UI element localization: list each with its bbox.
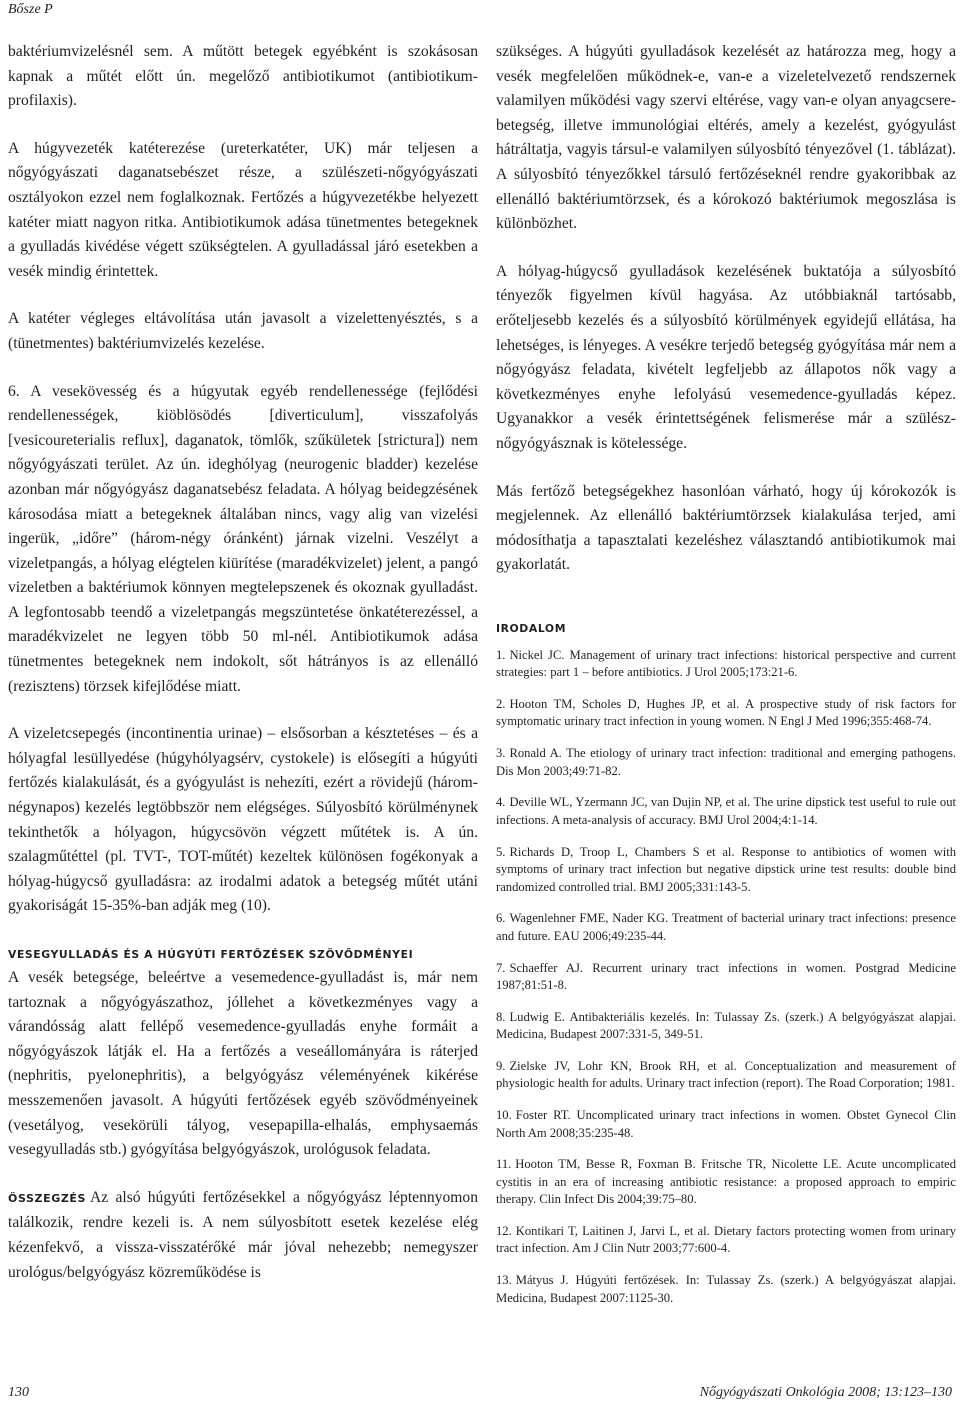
reference-item xyxy=(496,745,956,780)
reference-number: 9. xyxy=(496,1058,506,1073)
reference-item xyxy=(496,960,956,995)
reference-number: 5. xyxy=(496,844,506,859)
right-paragraph-3: Más fertőző betegségekhez hasonlóan várható, hogy új kórokozók is megjelennek. Az ellenálló baktériumtörzsek kialakulása terjed, ami módosíthatja a tapasztalati kezeléshez választandó antibiotikumok mai gyakorlatát. xyxy=(496,482,956,574)
left-paragraph-4: 6. A vesekövesség és a húgyutak egyéb rendellenessége (fejlődési rendellenességek, kiöblösödés [diverticulum], visszafolyás [vesicoureterialis reflux], daganatok, tömlők, szűkületek [strictura]) nem nőgyógyászati terület. Az ún. ideghólyag (neurogenic bladder) kezelése azonban már nőgyógyász daganatsebész feladata. A hólyag beidegzésének károsodása miatt a betegeknek általában nincs, vagy alig van vizelési ingerük, „időre” (három-négy óránként) járnak vizelni. Veszélyt a vizeletpangás, a hólyag elégtelen kiürítése (maradékvizelet) jelent, a pangó vizeletben a baktériumok könnyen megtelepszenek és okoznak gyulladást. A legfontosabb teendő a vizeletpangás megszüntetése önkatéterezéssel, a maradékvizelet ne legyen több 50 ml-nél. Antibiotikumok adása tünetmentes betegeknek nem indokolt, sőt hátrányos is az ellenálló (rezisztens) törzsek kifejlődése miatt. xyxy=(8,382,478,695)
reference-text: Richards D, Troop L, Chambers S et al. Response to antibiotics of women with symptoms of urinary tract infection but negative dipstick urine test results: double bind randomized controlled trial. BMJ 2005;331:143-5. xyxy=(496,844,956,894)
reference-number: 7. xyxy=(496,960,506,975)
left-paragraph-6: A vesék betegsége, beleértve a vesemedence-gyulladást is, már nem tartoznak a nőgyógyászathoz, jóllehet a következményes vagy a várandósság alatt fellépő vesemedence-gyulladás enyhe formáit a nőgyógyászok látják el. Ha a fertőzés a veseállományára is ráterjed (nephritis, pyelonephritis), a belgyógyász véleményének kikérése messzemenően javasolt. A húgyúti fertőzések egyéb szövődményeinek (vesetályog, vesekörüli tályog, vesepapilla-elhalás, emphysaemás vesegyulladás stb.) gyógyítása belgyógyászok, urológusok feladata. xyxy=(8,969,478,1159)
reference-text: Kontikari T, Laitinen J, Jarvi L, et al. Dietary factors protecting women from urinary tract infection. Am J Clin Nutr 2003;77:600-4. xyxy=(496,1223,956,1256)
page-number: 130 xyxy=(8,1385,29,1400)
left-paragraph-3: A katéter végleges eltávolítása után javasolt a vizelettenyésztés, s a (tünetmentes) baktériumvizelés kezelése. xyxy=(8,310,478,352)
journal-citation: Nőgyógyászati Onkológia 2008; 13:123–130 xyxy=(699,1385,952,1400)
reference-item xyxy=(496,1107,956,1142)
left-paragraph-5: A vizeletcsepegés (incontinentia urinae) – elsősorban a késztetéses – és a hólyagfal lesüllyedése (húgyhólyagsérv, cystokele) is elősegíti a húgyúti fertőzés kialakulását, és a gyógyulást is nehezíti, ezért a rövidejű (három-négynapos) kezelés legtöbbször nem elégséges. Súlyosbító körülménynek tekinthetők a hólyagon, húgycsövön végzett műtétek is. A ún. szalagműtéttel (pl. TVT-, TOT-műtét) kezeltek különösen fogékonyak a hólyag-húgycső gyulladásra: az irodalmi adatok a betegség műtét utáni gyakoriságát 15-35%-ban adják meg (10). xyxy=(8,725,478,915)
section-heading: VESEGYULLADÁS ÉS A HÚGYÚTI FERTŐZÉSEK SZÖVŐDMÉNYEI xyxy=(8,948,414,961)
left-paragraph-2: A húgyvezeték katéterezése (ureterkatéter, UK) már teljesen a nőgyógyászati daganatsebészet része, a szülészeti-nőgyógyászati osztályokon ezzel nem foglalkoznak. Fertőzés a húgyvezetékbe helyezett katéter miatt nagyon ritka. Antibiotikumok adása tünetmentes betegeknek a gyulladás kivédése végett szükségtelen. A gyulladással járó esetekben a vesék mindig érintettek. xyxy=(8,139,478,280)
references-list xyxy=(496,647,956,1307)
right-paragraph-1: szükséges. A húgyúti gyulladások kezelését az határozza meg, hogy a vesék megfelelően működnek-e, van-e a vizeletelvezető rendszernek valamilyen működési vagy szervi eltérése, vagy van-e olyan anyagcsere-betegség, illetve immunológiai eltérés, amely a kezelést, gyógyulást hátráltatja, vagyis társul-e valamilyen súlyosbító tényezővel (1. táblázat). A súlyosbító tényezőkkel társuló fertőzéseknél rendre gyakoribbak az ellenálló baktériumtörzsek, és a kórokozó baktériumok megoszlása is különbözhet. xyxy=(496,43,956,233)
reference-number: 11. xyxy=(496,1157,512,1172)
summary-paragraph xyxy=(8,1186,478,1285)
running-head-author: Bősze P xyxy=(8,2,53,17)
reference-text: Hooton TM, Scholes D, Hughes JP, et al. A prospective study of risk factors for symptomatic urinary tract infection in young women. N Engl J Med 1996;355:468-74. xyxy=(496,697,956,729)
reference-number: 6. xyxy=(496,911,506,926)
reference-item xyxy=(496,1272,956,1307)
reference-item xyxy=(496,794,956,829)
reference-item xyxy=(496,1156,956,1208)
reference-text: Wagenlehner FME, Nader KG. Treatment of bacterial urinary tract infections: presence and future. EAU 2006;49:235-44. xyxy=(496,911,956,943)
right-column xyxy=(496,40,956,1321)
reference-number: 8. xyxy=(496,1009,506,1024)
reference-item xyxy=(496,844,956,896)
reference-item xyxy=(496,696,956,731)
right-paragraph-2: A hólyag-húgycső gyulladások kezelésének buktatója a súlyosbító tényezők figyelmen kívül hagyása. Az utóbbiaknál tartósabb, erőteljesebb kezelés és a súlyosbító körülmények egyidejű ellátása, ha lehetséges, is lényeges. A vesékre terjedő betegség gyógyítása már nem a nőgyógyász feladata, kivételt legfeljebb az állapotos nők vagy a következményes enyhe lefolyású vesemedence-gyulladás képez. Ugyanakkor a vesék érintettségének felismerése már a szülész-nőgyógyásznak is kötelessége. xyxy=(496,262,956,452)
reference-number: 1. xyxy=(496,647,506,662)
reference-item xyxy=(496,910,956,945)
reference-text: Hooton TM, Besse R, Foxman B. Fritsche TR, Nicolette LE. Acute uncomplicated cystitis in an era of increasing antibiotic resistance: a proposed approach to empiric therapy. Clin Infect Dis 2004;39:75–80. xyxy=(496,1157,956,1207)
reference-number: 13. xyxy=(496,1273,512,1288)
reference-text: Ronald A. The etiology of urinary tract infection: traditional and emerging pathogens. Dis Mon 2003;49:71-82. xyxy=(496,746,956,778)
reference-text: Schaeffer AJ. Recurrent urinary tract infections in women. Postgrad Medicine 1987;81:51-8. xyxy=(496,960,956,992)
references-title: IRODALOM xyxy=(496,621,567,635)
reference-text: Mátyus J. Húgyúti fertőzések. In: Tulassay Zs. (szerk.) A belgyógyászat alapjai. Medicina, Budapest 2007:1125-30. xyxy=(496,1273,956,1305)
reference-item xyxy=(496,1223,956,1258)
left-column xyxy=(8,40,478,1285)
reference-text: Nickel JC. Management of urinary tract infections: historical perspective and current strategies: part 1 – before antibiotics. J Urol 2005;173:21-6. xyxy=(496,647,956,680)
reference-item xyxy=(496,1058,956,1093)
reference-text: Deville WL, Yzermann JC, van Dujin NP, et al. The urine dipstick test useful to rule out infections. A meta-analysis of accuracy. BMJ Urol 2004;4:1-14. xyxy=(496,795,956,827)
reference-text: Ludwig E. Antibakteriális kezelés. In: Tulassay Zs. (szerk.) A belgyógyászat alapjai. Medicina, Budapest 2007:331-5, 349-51. xyxy=(496,1009,956,1042)
left-paragraph-1: baktériumvizelésnél sem. A műtött betegek egyébként is szokásosan kapnak a műtét előtt ún. megelőző antibiotikumot (antibiotikum-profilaxis). xyxy=(8,43,478,110)
reference-number: 10. xyxy=(496,1108,512,1123)
reference-item xyxy=(496,647,956,682)
summary-text: Az alsó húgyúti fertőzésekkel a nőgyógyász léptennyomon találkozik, rendre kezeli is. A nem súlyosbított esetek kezelése elég kézenfekvő, a vissza-visszatérőké már jóval nehezebb; nemegyszer urológus/belgyógyász közreműködése is xyxy=(8,1188,478,1281)
reference-number: 12. xyxy=(496,1223,512,1238)
reference-item xyxy=(496,1009,956,1044)
reference-number: 3. xyxy=(496,746,506,761)
reference-number: 4. xyxy=(496,795,506,810)
reference-number: 2. xyxy=(496,697,506,712)
summary-lead: ÖSSZEGZÉS xyxy=(8,1191,87,1205)
reference-text: Foster RT. Uncomplicated urinary tract infections in women. Obstet Gynecol Clin North Am 2008;35:235-48. xyxy=(496,1108,956,1140)
reference-text: Zielske JV, Lohr KN, Brook RH, et al. Conceptualization and measurement of physiologic health for adults. Urinary tract infection (report). The Road Corporation; 1981. xyxy=(496,1058,956,1091)
